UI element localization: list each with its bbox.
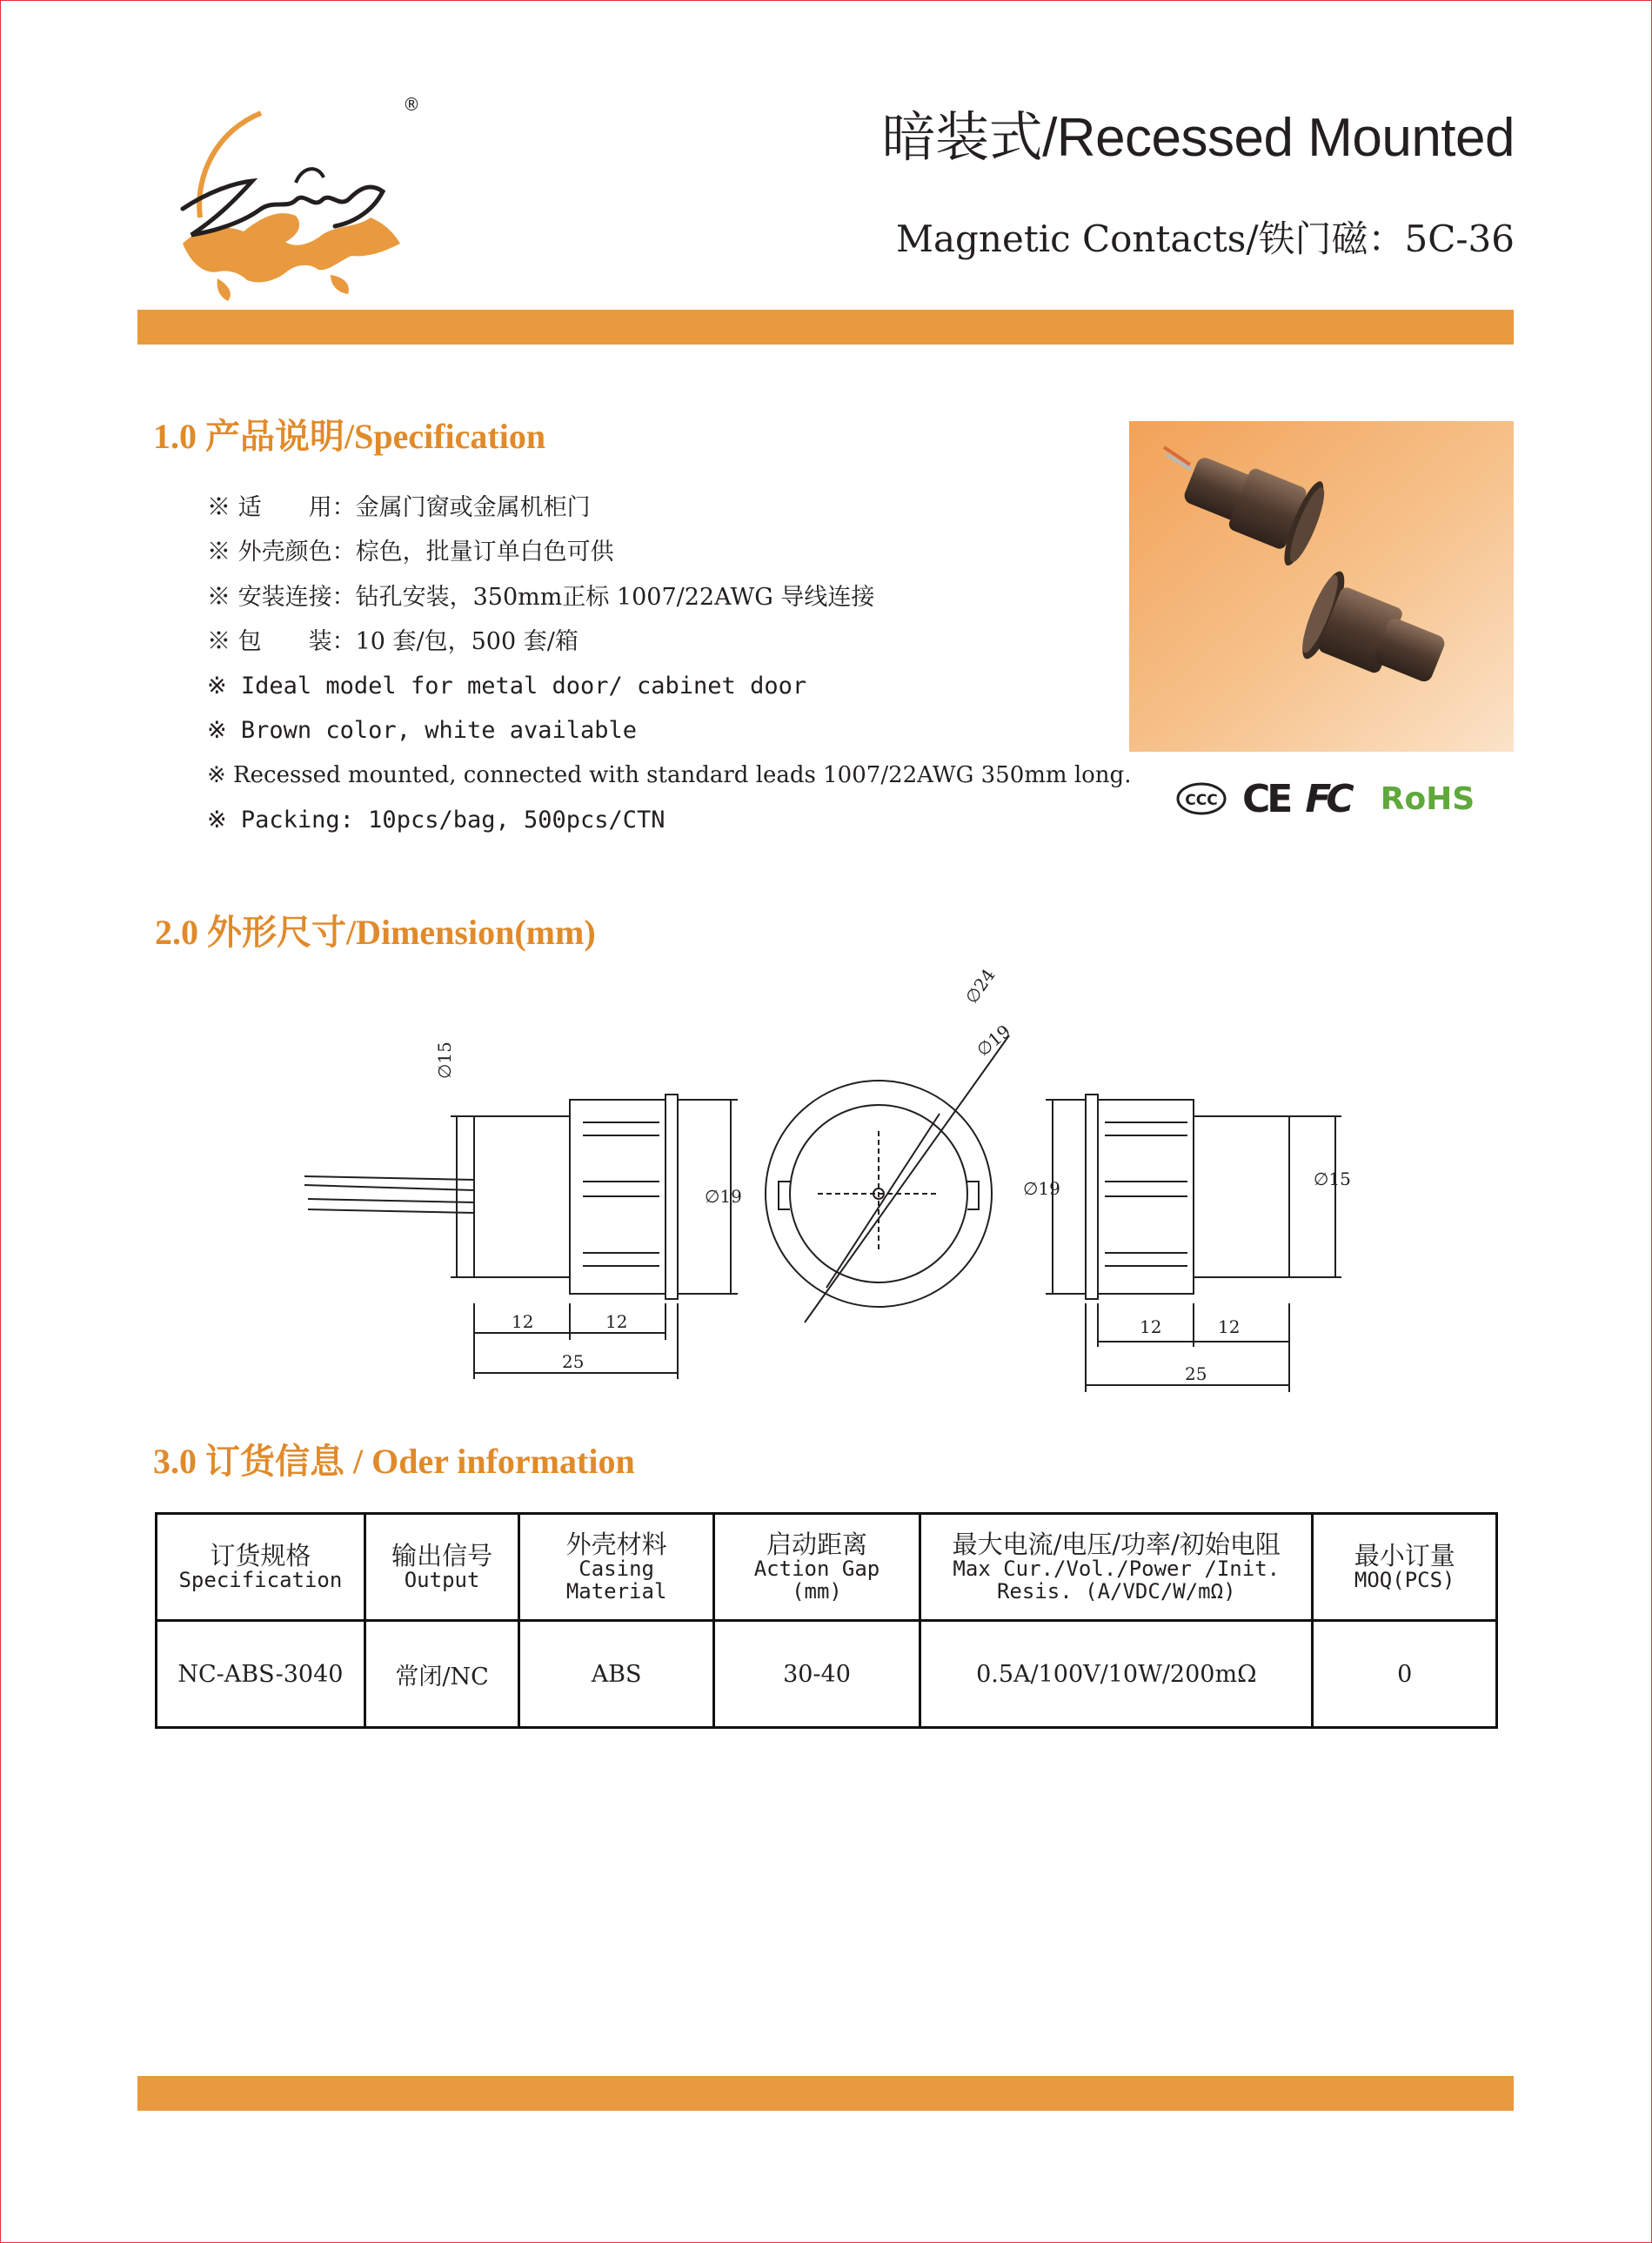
column-header: 订货规格 Specification (157, 1514, 365, 1621)
dim-label: 12 (1140, 1316, 1162, 1337)
rohs-icon: RoHS (1380, 780, 1475, 817)
dimension-heading: 2.0 外形尺寸/Dimension(mm) (155, 913, 596, 952)
column-header: 输出信号 Output (365, 1514, 519, 1621)
dim-label: 25 (1185, 1363, 1207, 1384)
column-header: 最小订量 MOQ(PCS) (1313, 1514, 1497, 1621)
dim-label: 12 (1218, 1316, 1241, 1337)
dim-label: ∅19 (972, 1020, 1015, 1061)
spec-item: ※ 适 用：金属门窗或金属机柜门 (207, 494, 591, 521)
certification-logos (1176, 773, 1475, 825)
registered-mark: ® (403, 94, 420, 115)
spec-heading: 1.0 产品说明/Specification (153, 417, 546, 456)
product-photo (1129, 421, 1514, 752)
dim-label: ∅15 (1314, 1168, 1351, 1189)
spec-item: ※ Brown color, white available (207, 717, 638, 745)
footer-divider (137, 2076, 1514, 2111)
page-title: 暗装式/Recessed Mounted (881, 108, 1515, 168)
column-header: 启动距离 Action Gap (mm) (713, 1514, 920, 1621)
table-cell: 0 (1313, 1621, 1497, 1728)
dim-label: ∅15 (434, 1041, 455, 1079)
spec-item: ※ 包 装：10 套/包，500 套/箱 (207, 627, 579, 655)
spec-item: ※ Packing: 10pcs/bag, 500pcs/CTN (207, 807, 665, 834)
column-header: 最大电流/电压/功率/初始电阻 Max Cur./Vol./Power /Init. Resis. (A/VDC/W/mΩ) (920, 1514, 1313, 1621)
order-heading: 3.0 订货信息 / Oder information (153, 1442, 635, 1481)
dim-label: ∅24 (960, 964, 1000, 1008)
table-cell: 0.5A/100V/10W/200mΩ (920, 1621, 1313, 1728)
dim-label: ∅19 (1023, 1178, 1060, 1199)
dimension-drawing (296, 957, 1374, 1409)
spec-item: ※ 安装连接：钻孔安装，350mm正标 1007/22AWG 导线连接 (207, 583, 875, 611)
spec-item: ※ 外壳颜色：棕色，批量订单白色可供 (207, 539, 614, 566)
table-row (157, 1621, 1497, 1728)
dim-label: 25 (562, 1351, 585, 1372)
fc-icon: FC (1305, 776, 1349, 821)
order-table (155, 1512, 1498, 1729)
ccc-icon (1176, 782, 1227, 815)
svg-text:CCC: CCC (1185, 792, 1218, 809)
product-subtitle: Magnetic Contacts/铁门磁：5C-36 (895, 218, 1515, 260)
company-logo (165, 78, 426, 305)
spec-list (207, 485, 1131, 842)
spec-item: ※ Recessed mounted, connected with standard leads 1007/22AWG 350mm long. (207, 761, 1132, 788)
column-header: 外壳材料 Casing Material (519, 1514, 713, 1621)
table-cell: ABS (519, 1621, 713, 1728)
table-cell: NC-ABS-3040 (157, 1621, 365, 1728)
dim-label: ∅19 (705, 1186, 742, 1207)
header-divider (137, 310, 1514, 345)
dim-label: 12 (512, 1311, 534, 1332)
table-cell: 30-40 (713, 1621, 920, 1728)
table-cell: 常闭/NC (365, 1621, 519, 1728)
ce-icon: CE (1242, 776, 1290, 821)
spec-item: ※ Ideal model for metal door/ cabinet door (207, 673, 807, 700)
dim-label: 12 (605, 1311, 628, 1332)
table-header-row (157, 1514, 1497, 1621)
